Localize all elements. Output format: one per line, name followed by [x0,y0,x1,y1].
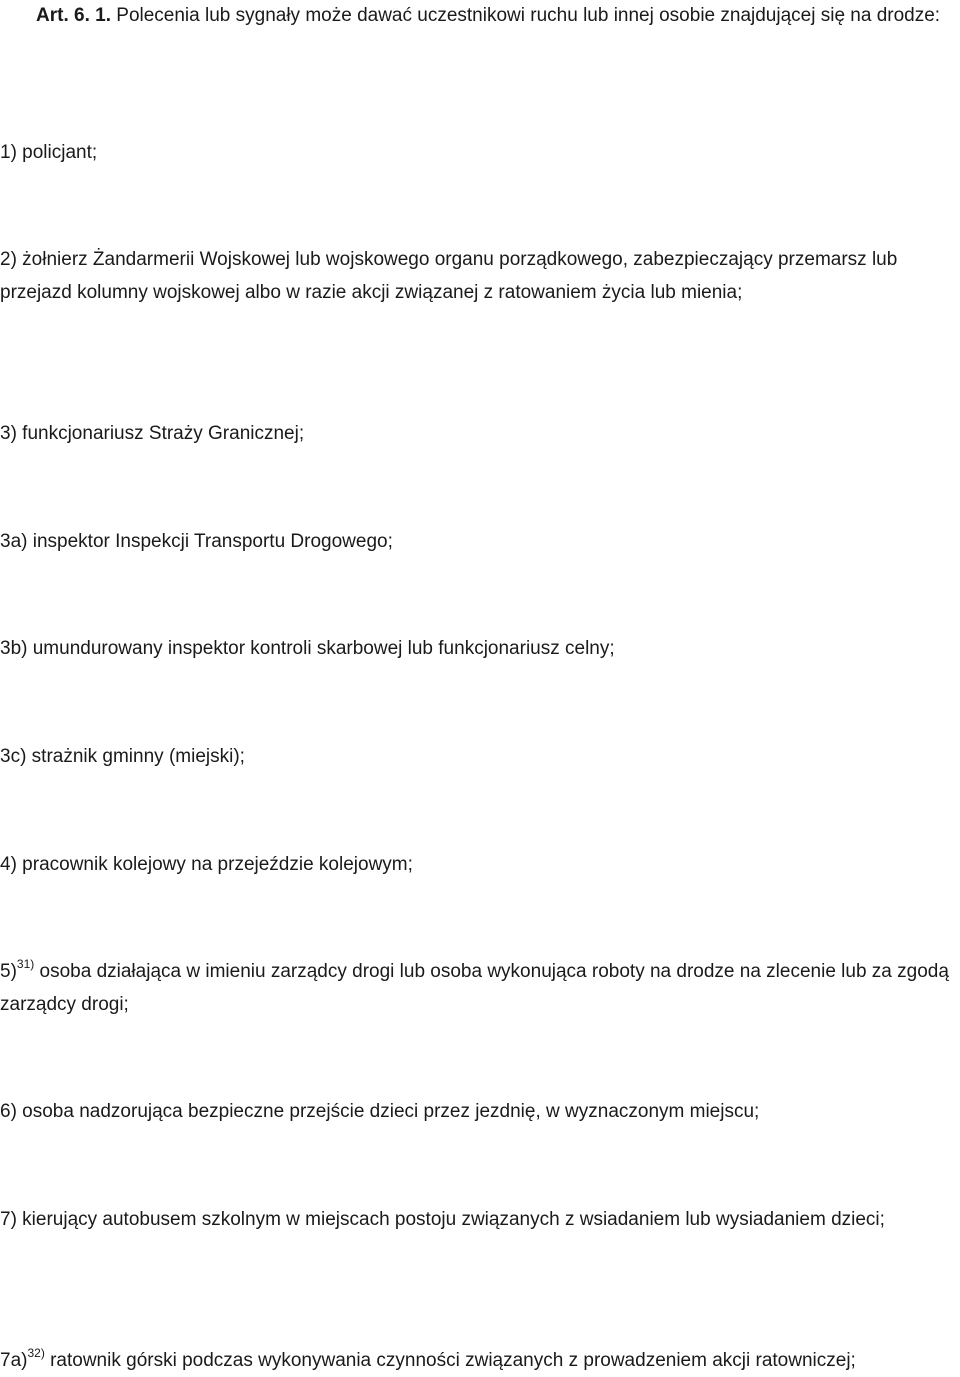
article-intro-text: Polecenia lub sygnały może dawać uczestnikowi ruchu lub innej osobie znajdującej się na drodze: [116,5,941,26]
list-item-3a: 3a) inspektor Inspekcji Transportu Drogowego; [0,531,393,552]
list-item-7a-text: ratownik górski podczas wykonywania czynności związanych z prowadzeniem akcji ratowniczej; [50,1350,856,1371]
footnote-ref-32[interactable]: 32) [27,1346,45,1360]
list-item-7a-prefix: 7a) [0,1350,28,1371]
list-item-5-prefix: 5) [0,961,17,982]
list-item-3c: 3c) strażnik gminny (miejski); [0,746,245,767]
list-item-3b: 3b) umundurowany inspektor kontroli skarbowej lub funkcjonariusz celny; [0,638,615,659]
list-item-2: 2) żołnierz Żandarmerii Wojskowej lub wojskowego organu porządkowego, zabezpieczający przemarsz lub przejazd kolumny wojskowej albo w razie akcji związanej z ratowaniem życia lub mienia; [0,249,898,303]
article-heading: Art. 6. 1. [36,5,111,26]
list-item-7a [0,1344,958,1377]
list-item-3: 3) funkcjonariusz Straży Granicznej; [0,423,305,444]
list-item-7: 7) kierujący autobusem szkolnym w miejscach postoju związanych z wsiadaniem lub wysiadaniem dzieci; [0,1209,885,1230]
list-item-1: 1) policjant; [0,142,98,163]
article-intro [0,0,958,32]
list-item-5 [0,955,958,1021]
list-item-6: 6) osoba nadzorująca bezpieczne przejście dzieci przez jezdnię, w wyznaczonym miejscu; [0,1101,760,1122]
list-item-4: 4) pracownik kolejowy na przejeździe kolejowym; [0,854,413,875]
footnote-ref-31[interactable]: 31) [16,957,35,971]
list-item-5-text: osoba działająca w imieniu zarządcy drogi lub osoba wykonująca roboty na drodze na zlecenie lub za zgodą zarządcy drogi; [0,961,949,1015]
